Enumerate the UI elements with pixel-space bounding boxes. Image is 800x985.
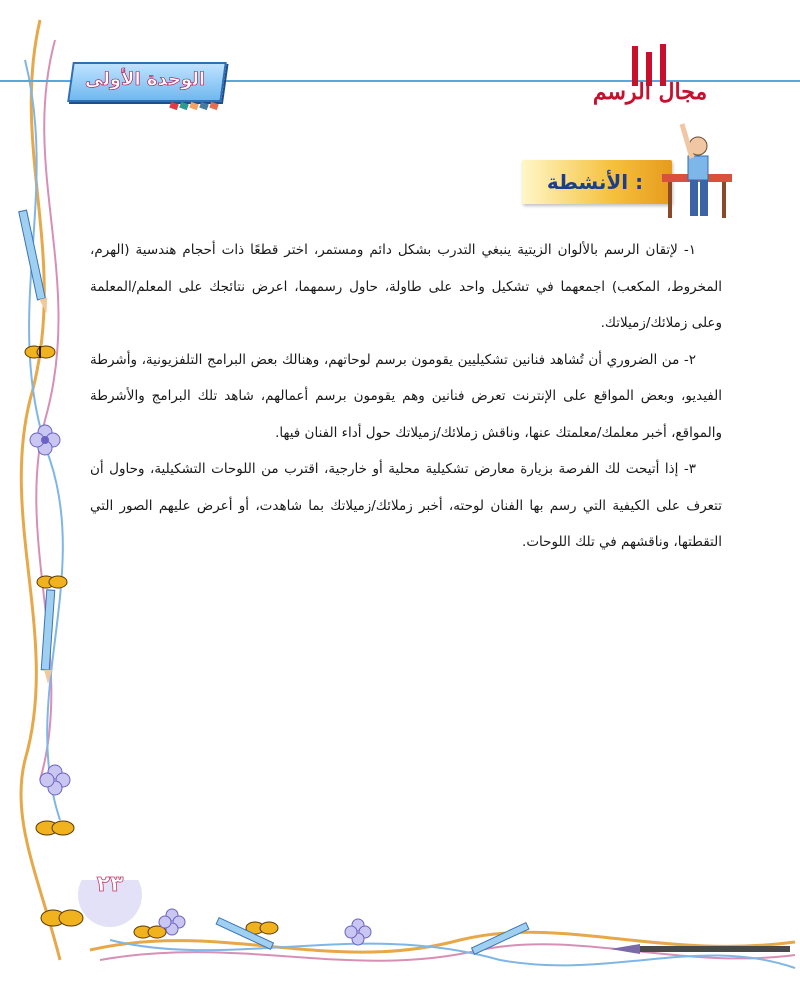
flower-icon [40,765,70,795]
pencil-icon [41,590,55,684]
activity-paragraph-2: ٢- من الضروري أن تُشاهد فنانين تشكيليين يقومون برسم لوحاتهم، وهنالك بعض البرامج التلفزيونية، وأشرطة الفيديو، وبعض المواقع على الإنترنت تعرض فنانين وهم يقومون برسم أعمالهم، شاهد تلك البرامج والأشرطة والمواقع، أخبر معلمك/معلمتك عنها، وناقش زملائك/زميلاتك حول أداء الفنان فيها. [90,351,722,441]
butterfly-icon [37,576,67,588]
activities-list [90,232,722,561]
confetti-decoration [170,94,230,108]
teacher-illustration [650,112,740,222]
field-title: مجال الرسم [592,79,708,105]
butterfly-icon [134,926,166,938]
activities-heading: الأنشطة : [546,170,644,194]
page-number: ٢٣ [96,872,124,897]
flower-icon [30,425,60,455]
activity-paragraph-1: ١- لإتقان الرسم بالألوان الزيتية ينبغي التدرب بشكل دائم ومستمر، اختر قطعًا ذات أحجام هندسية (الهرم، المخروط، المكعب) اجمعهما في تشكيل واحد على طاولة، حاول رسمهما، اعرض نتائجك على المعلم/المعلمة وعلى زملائك/زميلاتك. [90,242,722,331]
flower-icon [345,919,371,945]
butterfly-icon [41,910,83,926]
butterfly-icon [25,346,55,358]
activity-paragraph-3: ٣- إذا أتيحت لك الفرصة بزيارة معارض تشكيلية محلية أو خارجية، اقترب من اللوحات التشكيلية، وحاول أن تتعرف على الكيفية التي رسم بها الفنان لوحته، أخبر زملائك/زميلاتك بما شاهدت، أو أعرض عليهم الصور التي التقطتها، وناقشهم في تلك اللوحات. [90,461,722,550]
butterfly-icon [36,821,74,835]
unit-title: الوحدة الأولى [84,69,206,90]
pencil-icon [472,923,529,955]
